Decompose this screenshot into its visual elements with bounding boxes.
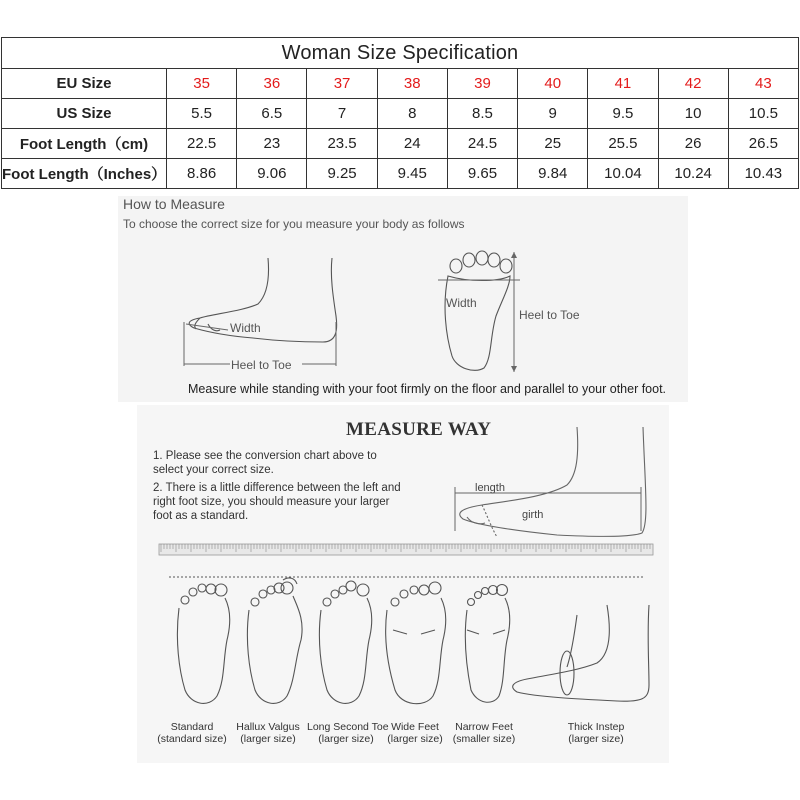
caption-wide-feet bbox=[385, 721, 445, 745]
eu-size-cell: 39 bbox=[447, 69, 517, 99]
foot-type-name: Narrow Feet bbox=[455, 721, 513, 733]
us-size-cell: 9 bbox=[518, 99, 588, 129]
thick-instep-foot-icon bbox=[513, 605, 649, 701]
eu-size-cell: 37 bbox=[307, 69, 377, 99]
foot-length-inch-cell: 10.24 bbox=[658, 159, 728, 189]
table-title: Woman Size Specification bbox=[2, 38, 799, 69]
table-row bbox=[2, 99, 799, 129]
foot-type-name: Standard bbox=[170, 721, 214, 733]
top-heel-label: Heel to Toe bbox=[519, 308, 580, 322]
table-title-row bbox=[2, 38, 799, 69]
caption-hallux-valgus bbox=[231, 721, 305, 745]
us-size-cell: 6.5 bbox=[237, 99, 307, 129]
eu-size-cell: 41 bbox=[588, 69, 658, 99]
foot-length-inch-cell: 8.86 bbox=[167, 159, 237, 189]
foot-length-inch-cell: 10.04 bbox=[588, 159, 658, 189]
how-to-heading: How to Measure bbox=[123, 196, 225, 212]
narrow-feet-foot-icon bbox=[465, 585, 509, 703]
foot-type-name: Thick Instep bbox=[567, 721, 625, 733]
measure-way-title: MEASURE WAY bbox=[346, 419, 492, 440]
eu-size-cell: 42 bbox=[658, 69, 728, 99]
foot-length-inch-cell: 9.84 bbox=[518, 159, 588, 189]
us-size-cell: 7 bbox=[307, 99, 377, 129]
us-size-cell: 5.5 bbox=[167, 99, 237, 129]
arrow-up-icon bbox=[511, 252, 517, 258]
measure-instruction: Measure while standing with your foot firmly on the floor and parallel to your other foot. bbox=[188, 382, 667, 396]
us-size-cell: 10.5 bbox=[728, 99, 798, 129]
us-size-cell: 8 bbox=[377, 99, 447, 129]
foot-length-inch-cell: 9.45 bbox=[377, 159, 447, 189]
foot-length-cm-cell: 24 bbox=[377, 129, 447, 159]
foot-type-size: (larger size) bbox=[318, 733, 374, 745]
top-width-label: Width bbox=[446, 296, 477, 310]
eu-size-cell: 35 bbox=[167, 69, 237, 99]
foot-type-size: (larger size) bbox=[568, 733, 624, 745]
long-second-toe-foot-icon bbox=[319, 581, 371, 703]
eu-size-cell: 40 bbox=[518, 69, 588, 99]
eu-size-cell: 43 bbox=[728, 69, 798, 99]
table-row bbox=[2, 129, 799, 159]
foot-type-size: (larger size) bbox=[387, 733, 443, 745]
foot-length-cm-cell: 23.5 bbox=[307, 129, 377, 159]
foot-length-cm-cell: 26 bbox=[658, 129, 728, 159]
foot-type-size: (standard size) bbox=[157, 733, 227, 745]
caption-thick-instep bbox=[561, 721, 631, 745]
eu-size-cell: 36 bbox=[237, 69, 307, 99]
foot-length-cm-cell: 23 bbox=[237, 129, 307, 159]
foot-type-name: Long Second Toe bbox=[307, 721, 389, 733]
arrow-down-icon bbox=[511, 366, 517, 372]
foot-length-cm-cell: 24.5 bbox=[447, 129, 517, 159]
foot-length-inch-cell: 9.65 bbox=[447, 159, 517, 189]
hallux-valgus-foot-icon bbox=[247, 578, 302, 703]
caption-standard bbox=[157, 721, 227, 745]
row-label-eu-size: EU Size bbox=[2, 69, 167, 99]
caption-long-second-toe bbox=[307, 721, 389, 745]
foot-length-inch-cell: 10.43 bbox=[728, 159, 798, 189]
foot-type-size: (larger size) bbox=[240, 733, 296, 745]
standard-foot-icon bbox=[177, 584, 229, 703]
table-row bbox=[2, 69, 799, 99]
foot-length-inch-cell: 9.25 bbox=[307, 159, 377, 189]
size-table bbox=[1, 37, 799, 189]
measure-note-1: 1. Please see the conversion chart above to select your correct size. bbox=[153, 450, 377, 476]
foot-length-cm-cell: 25 bbox=[518, 129, 588, 159]
foot-type-size: (smaller size) bbox=[452, 733, 516, 745]
foot-type-name: Wide Feet bbox=[391, 721, 439, 733]
girth-label: girth bbox=[522, 509, 544, 521]
measure-note-2: 2. There is a little difference between the left and right foot size, you should measure your larger foot as a standard. bbox=[153, 482, 401, 522]
us-size-cell: 10 bbox=[658, 99, 728, 129]
top-foot-icon bbox=[445, 251, 512, 370]
wide-feet-foot-icon bbox=[386, 582, 446, 704]
row-label-us-size: US Size bbox=[2, 99, 167, 129]
foot-length-cm-cell: 25.5 bbox=[588, 129, 658, 159]
how-to-measure-panel bbox=[118, 196, 688, 402]
how-to-subheading: To choose the correct size for you measure your body as follows bbox=[123, 217, 465, 231]
foot-length-inch-cell: 9.06 bbox=[237, 159, 307, 189]
row-label-foot-length-cm: Foot Length（cm) bbox=[2, 129, 167, 159]
table-row bbox=[2, 159, 799, 189]
side-foot-icon bbox=[189, 258, 336, 342]
row-label-foot-length-inches: Foot Length（Inches） bbox=[2, 159, 167, 189]
foot-length-cm-cell: 26.5 bbox=[728, 129, 798, 159]
measure-way-panel bbox=[137, 405, 669, 763]
caption-narrow-feet bbox=[449, 721, 519, 745]
us-size-cell: 8.5 bbox=[447, 99, 517, 129]
side-heel-label: Heel to Toe bbox=[231, 358, 292, 372]
us-size-cell: 9.5 bbox=[588, 99, 658, 129]
eu-size-cell: 38 bbox=[377, 69, 447, 99]
side-width-label: Width bbox=[230, 321, 261, 335]
foot-length-cm-cell: 22.5 bbox=[167, 129, 237, 159]
foot-type-name: Hallux Valgus bbox=[236, 721, 300, 733]
length-label: length bbox=[475, 482, 505, 494]
